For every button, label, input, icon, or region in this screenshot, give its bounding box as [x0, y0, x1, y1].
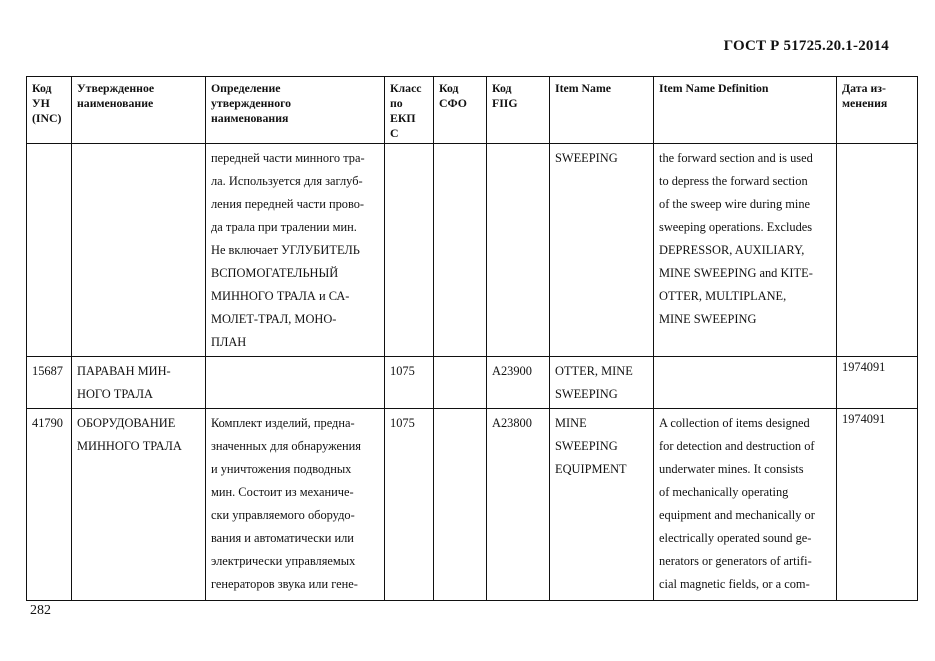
- cell-line: SWEEPING: [555, 387, 618, 401]
- approved-name-cell: [72, 409, 206, 601]
- definition-cell: [206, 144, 385, 357]
- cell-line: передней части минного тра-: [211, 151, 365, 165]
- cell-line: ла. Используется для заглуб-: [211, 174, 363, 188]
- cell-line: ски управляемого оборудо-: [211, 508, 355, 522]
- cell-line: SWEEPING: [555, 439, 618, 453]
- table-header-row: [27, 77, 918, 144]
- cell-line: Не включает УГЛУБИТЕЛЬ: [211, 243, 360, 257]
- document-code: ГОСТ Р 51725.20.1-2014: [723, 38, 889, 54]
- cell-line: SWEEPING: [555, 151, 618, 165]
- change-date-cell: [837, 409, 918, 601]
- header-fiig-code: [487, 77, 550, 144]
- header-sfo-code: [434, 77, 487, 144]
- cell-line: да трала при тралении мин.: [211, 220, 357, 234]
- cell-line: nerators or generators of artifi-: [659, 554, 812, 568]
- cell-line: OTTER, MINE: [555, 364, 633, 378]
- header-line: наименования: [211, 111, 289, 125]
- header-item-name: [550, 77, 654, 144]
- cell-line: of mechanically operating: [659, 485, 789, 499]
- approved-name-cell: [72, 357, 206, 409]
- cell-line: electrically operated sound ge-: [659, 531, 812, 545]
- header-approved-name: [72, 77, 206, 144]
- item-name-cell: [550, 409, 654, 601]
- header-line: ЕКП: [390, 111, 416, 125]
- cell-line: значенных для обнаружения: [211, 439, 361, 453]
- cell-line: 1075: [390, 416, 415, 430]
- cell-line: генераторов звука или гене-: [211, 577, 358, 591]
- change-date-cell: [837, 144, 918, 357]
- cell-line: мин. Состоит из механиче-: [211, 485, 354, 499]
- header-line: менения: [842, 96, 888, 110]
- cell-line: МИННОГО ТРАЛА: [77, 439, 182, 453]
- header-line: наименование: [77, 96, 154, 110]
- header-line: Item Name: [555, 81, 612, 95]
- item-definition-cell: [654, 144, 837, 357]
- cell-line: Комплект изделий, предна-: [211, 416, 355, 430]
- cell-line: МИННОГО ТРАЛА и СА-: [211, 289, 350, 303]
- sfo-cell: [434, 357, 487, 409]
- inc-code-cell: [27, 409, 72, 601]
- header-inc-code: [27, 77, 72, 144]
- header-line: FIIG: [492, 96, 518, 110]
- header-line: Утвержденное: [77, 81, 155, 95]
- sfo-cell: [434, 144, 487, 357]
- cell-line: 1974091: [842, 412, 886, 426]
- class-cell: [385, 409, 434, 601]
- change-date-cell: [837, 357, 918, 409]
- class-cell: [385, 357, 434, 409]
- table-row: [27, 357, 918, 409]
- header-line: Код: [439, 81, 459, 95]
- header-line: Код: [32, 81, 52, 95]
- header-change-date: [837, 77, 918, 144]
- cell-line: НОГО ТРАЛА: [77, 387, 153, 401]
- header-line: Класс: [390, 81, 422, 95]
- cell-line: A23900: [492, 364, 532, 378]
- cell-line: вания и автоматически или: [211, 531, 354, 545]
- cell-line: 15687: [32, 364, 63, 378]
- inc-code-cell: [27, 357, 72, 409]
- header-line: Код: [492, 81, 512, 95]
- cell-line: ВСПОМОГАТЕЛЬНЫЙ: [211, 266, 339, 280]
- header-class: [385, 77, 434, 144]
- header-name-definition: [206, 77, 385, 144]
- cell-line: MINE SWEEPING and KITE-: [659, 266, 813, 280]
- nomenclature-table: [26, 76, 918, 601]
- cell-line: A collection of items designed: [659, 416, 810, 430]
- sfo-cell: [434, 409, 487, 601]
- table-row: [27, 144, 918, 357]
- header-line: Определение: [211, 81, 281, 95]
- header-line: по: [390, 96, 403, 110]
- cell-line: equipment and mechanically or: [659, 508, 815, 522]
- cell-line: cial magnetic fields, or a com-: [659, 577, 810, 591]
- cell-line: и уничтожения подводных: [211, 462, 352, 476]
- cell-line: 1974091: [842, 360, 886, 374]
- cell-line: DEPRESSOR, AUXILIARY,: [659, 243, 805, 257]
- item-definition-cell: [654, 357, 837, 409]
- fiig-cell: [487, 357, 550, 409]
- cell-line: MINE: [555, 416, 587, 430]
- inc-code-cell: [27, 144, 72, 357]
- definition-cell: [206, 357, 385, 409]
- header-line: С: [390, 126, 399, 140]
- item-name-cell: [550, 357, 654, 409]
- cell-line: A23800: [492, 416, 532, 430]
- cell-line: of the sweep wire during mine: [659, 197, 811, 211]
- cell-line: to depress the forward section: [659, 174, 808, 188]
- definition-cell: [206, 409, 385, 601]
- header-item-name-definition: [654, 77, 837, 144]
- cell-line: ПЛАН: [211, 335, 247, 349]
- class-cell: [385, 144, 434, 357]
- cell-line: the forward section and is used: [659, 151, 813, 165]
- fiig-cell: [487, 409, 550, 601]
- cell-line: for detection and destruction of: [659, 439, 815, 453]
- cell-line: sweeping operations. Excludes: [659, 220, 813, 234]
- header-line: Item Name Definition: [659, 81, 769, 95]
- cell-line: 1075: [390, 364, 415, 378]
- cell-line: электрически управляемых: [211, 554, 356, 568]
- page-number: 282: [30, 603, 51, 618]
- item-definition-cell: [654, 409, 837, 601]
- table-row: [27, 409, 918, 601]
- cell-line: 41790: [32, 416, 63, 430]
- header-line: Дата из-: [842, 81, 886, 95]
- fiig-cell: [487, 144, 550, 357]
- cell-line: ПАРАВАН МИН-: [77, 364, 171, 378]
- cell-line: ления передней части прово-: [211, 197, 365, 211]
- header-line: СФО: [439, 96, 467, 110]
- approved-name-cell: [72, 144, 206, 357]
- cell-line: МОЛЕТ-ТРАЛ, МОНО-: [211, 312, 337, 326]
- header-line: утвержденного: [211, 96, 292, 110]
- header-line: (INC): [32, 111, 62, 125]
- header-line: УН: [32, 96, 50, 110]
- cell-line: MINE SWEEPING: [659, 312, 757, 326]
- cell-line: ОБОРУДОВАНИЕ: [77, 416, 176, 430]
- cell-line: EQUIPMENT: [555, 462, 627, 476]
- cell-line: underwater mines. It consists: [659, 462, 804, 476]
- cell-line: OTTER, MULTIPLANE,: [659, 289, 787, 303]
- item-name-cell: [550, 144, 654, 357]
